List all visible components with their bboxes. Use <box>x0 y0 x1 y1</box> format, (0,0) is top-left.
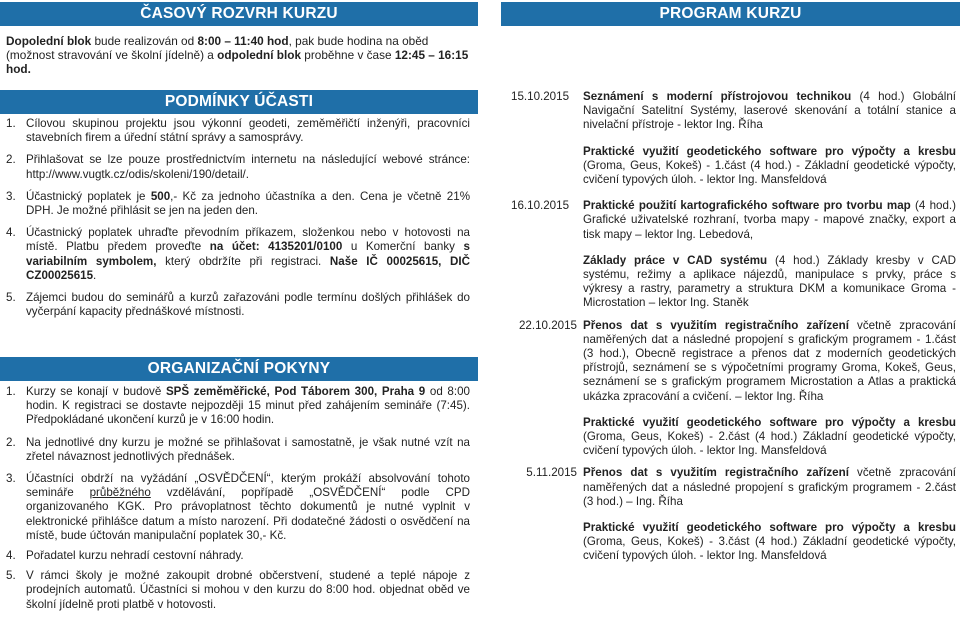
item-number: 4. <box>6 549 16 563</box>
schedule-text-part: , pak bude hodina na oběd (možnost stravování ve školní jídelně) a <box>6 34 429 63</box>
text-part-underlined: průběžného <box>89 486 151 500</box>
text-part: . <box>93 268 97 282</box>
schedule-text-part: bude realizován od <box>91 34 198 48</box>
lecture-description: (Groma, Geus, Kokeš) - 2.část (4 hod.) Základní geodetické výpočty, cvičení typových úloh. - lektor Ing. Mansfeldová <box>583 430 956 458</box>
morning-block-label: Dopolední blok <box>6 34 92 48</box>
item-text: Cílovou skupinou projektu jsou výkonní geodeti, zeměměřičtí inženýři, pracovníci stavebních firem a úřední státní správy a samosprávy. <box>26 117 470 145</box>
right-column <box>501 0 960 625</box>
text-part: Účastníci obdrží na vyžádání <box>26 472 195 486</box>
organization-heading: ORGANIZAČNÍ POKYNY <box>0 357 478 381</box>
item-text <box>26 190 470 218</box>
text-part: od 8:00 hodin. K registraci se dostavte nejpozději 15 minut před zahájením semináře (7:45). Předpokládané ukončení kurzů je v 16:00 hodin. <box>26 385 470 427</box>
lecture-title: Seznámení s moderní přístrojovou technikou <box>583 90 852 103</box>
list-item <box>6 291 470 319</box>
venue-address: SPŠ zeměměřické, Pod Táborem 300, Praha 9 <box>165 385 426 398</box>
item-text <box>26 385 470 428</box>
session-row <box>501 319 956 459</box>
item-number: 2. <box>6 435 16 449</box>
text-part: Účastnický poplatek uhraďte převodním příkazem, složenkou nebo v hotovosti na místě. Platbu předem proveďte <box>26 226 470 254</box>
schedule-text-part: proběhne v čase <box>301 48 395 63</box>
item-text: V rámci školy je možné zakoupit drobné občerstvení, studené a teplé nápoje z prodejních automatů. Účastníci si mohou v den kurzu do 8:00 hod. objednat oběd ve školní jídelně proti platbě v hotovosti. <box>26 569 470 611</box>
lecture-description: (Groma, Geus, Kokeš) - 1.část (4 hod.) - Základní geodetické výpočty, cvičení typových úloh. - lektor Ing. Mansfeldová <box>583 158 956 187</box>
schedule-text <box>6 34 470 77</box>
conditions-box <box>0 114 478 349</box>
lecture-title: Praktické využití geodetického software pro výpočty a kresbu <box>583 415 956 429</box>
item-text <box>26 226 470 283</box>
session-row <box>501 199 956 310</box>
list-item <box>6 385 470 428</box>
schedule-heading: ČASOVÝ ROZVRH KURZU <box>0 2 478 26</box>
item-number: 2. <box>6 153 16 167</box>
lecture-title: Praktické použití kartografického software pro tvorbu map <box>583 199 911 213</box>
lecture-title: Přenos dat s využitím registračního zařízení <box>583 318 849 332</box>
certificate-label: „OSVĚDČENÍ“ <box>194 472 271 486</box>
text-part: , kterým prokáží absolvování tohoto semináře <box>26 472 470 500</box>
session-content <box>583 90 956 187</box>
session-content <box>583 319 956 459</box>
organization-box <box>0 381 478 625</box>
text-part: Účastnický poplatek je <box>26 189 151 203</box>
afternoon-time: 12:45 – 16:15 hod. <box>6 48 469 77</box>
text-part: podle CPD organizovaného KGK. Pro právoplatnost těchto dokumentů je nutné vyplnit v elektronické přihlášce datum a místo narození. Při dodatečné žádosti o osvědčení na místě, bude účtován manipulační poplatek 30,- Kč. <box>26 486 470 542</box>
item-text <box>26 153 470 181</box>
item-number: 1. <box>6 385 16 398</box>
afternoon-block-label: odpolední blok <box>217 48 302 63</box>
list-item <box>6 549 470 563</box>
item-number: 3. <box>6 189 16 203</box>
item-text: Zájemci budou do seminářů a kurzů zařazováni podle termínu došlých přihlášek do vyčerpání kapacity přednáškové místnosti. <box>26 291 470 319</box>
lecture-title: Základy práce v CAD systému <box>583 253 768 267</box>
lecture-title: Praktické využití geodetického software pro výpočty a kresbu <box>583 144 956 158</box>
lecture-description: (4 hod.) Základy kresby v CAD systému, režimy a aplikace nájezdů, manipulace s prvky, práce s výkresy a rastry, parametry a struktura DKM a komunikace Groma - Microstation – lektor Ing. Staněk <box>583 253 956 310</box>
lecture-description: (Groma, Geus, Kokeš) - 3.část (4 hod.) Základní geodetické výpočty, cvičení typových úloh. - lektor Ing. Mansfeldová <box>583 535 956 563</box>
conditions-heading: PODMÍNKY ÚČASTI <box>0 90 478 114</box>
lecture-title: Přenos dat s využitím registračního zařízení <box>583 466 849 480</box>
text-part: ,- Kč za jednoho účastníka a den. Cena je včetně 21% DPH. Je možné přihlásit se jen na jeden den. <box>26 189 470 218</box>
lecture-description: (4 hod.) Grafické uživatelské rozhraní, tvorba mapy - mapové značky, export a tisk mapy – lektor Ing. Lebedová, <box>583 199 956 241</box>
session-row <box>501 90 956 187</box>
morning-time: 8:00 – 11:40 hod <box>197 34 289 48</box>
lecture-title: Praktické využití geodetického software pro výpočty a kresbu <box>583 521 956 535</box>
text-part: u Komerční banky <box>342 240 464 254</box>
registration-url-text: Přihlašovat se lze pouze prostřednictvím internetu na následující webové stránce: http://www.vugtk.cz/odis/skoleni/190/detail/. <box>26 153 470 181</box>
session-row <box>501 466 956 563</box>
text-part: vzdělávání, popřípadě <box>150 486 310 500</box>
item-number: 5. <box>6 569 16 583</box>
fee-amount: 500 <box>150 189 171 203</box>
item-number: 4. <box>6 226 16 240</box>
program-box <box>501 30 960 625</box>
lecture-description: včetně zpracování naměřených dat a následné propojení s grafickým programem - 2.část (3 hod.) – Ing. Říha <box>583 466 956 508</box>
list-item <box>6 226 470 283</box>
certificate-label: „OSVĚDČENÍ“ <box>309 486 386 500</box>
session-date: 22.10.2015 <box>518 318 577 332</box>
left-column <box>0 0 478 625</box>
item-text <box>26 472 470 543</box>
list-item <box>6 472 470 543</box>
session-content <box>583 466 956 563</box>
list-item <box>6 153 470 181</box>
session-date: 16.10.2015 <box>511 199 570 213</box>
program-heading: PROGRAM KURZU <box>501 2 960 26</box>
bank-account: na účet: 4135201/0100 <box>209 240 343 254</box>
text-part: který obdržíte při registraci. <box>156 254 330 268</box>
item-number: 5. <box>6 291 16 305</box>
session-date: 15.10.2015 <box>511 90 570 103</box>
item-number: 3. <box>6 472 16 486</box>
lecture-description: včetně zpracování naměřených dat a následné propojení s grafickým programem - 1.část (3 hod.), Obecně registrace a přenos dat z moderních geodetických přístrojů, seznámení se s výpočetními programy Groma, Kokeš, Geus, seznámení se s grafickým programem Microstation a Atlas a praktická ukázka zpracování a cvičení. – lektor Ing. Říha <box>583 318 956 403</box>
company-ids: Naše IČ 00025615, DIČ CZ00025615 <box>26 254 470 282</box>
session-content <box>583 199 956 310</box>
item-text: Pořadatel kurzu nehradí cestovní náhrady. <box>26 549 244 563</box>
list-item <box>6 436 470 464</box>
item-text: Na jednotlivé dny kurzu je možné se přihlašovat i samostatně, je však nutné vzít na zřetel návaznost jednotlivých přednášek. <box>26 435 470 463</box>
item-number: 1. <box>6 117 16 130</box>
schedule-box <box>0 30 478 82</box>
variable-symbol-label: s variabilním symbolem, <box>26 240 470 268</box>
list-item <box>6 569 470 612</box>
list-item <box>6 190 470 218</box>
lecture-description: (4 hod.) Globální Navigační Satelitní Systémy, laserové skenování a totální stanice a nivelační přístroje - lektor Ing. Říha <box>583 90 956 132</box>
text-part: Kurzy se konají v budově <box>26 385 166 398</box>
list-item <box>6 117 470 145</box>
session-date: 5.11.2015 <box>526 466 577 480</box>
